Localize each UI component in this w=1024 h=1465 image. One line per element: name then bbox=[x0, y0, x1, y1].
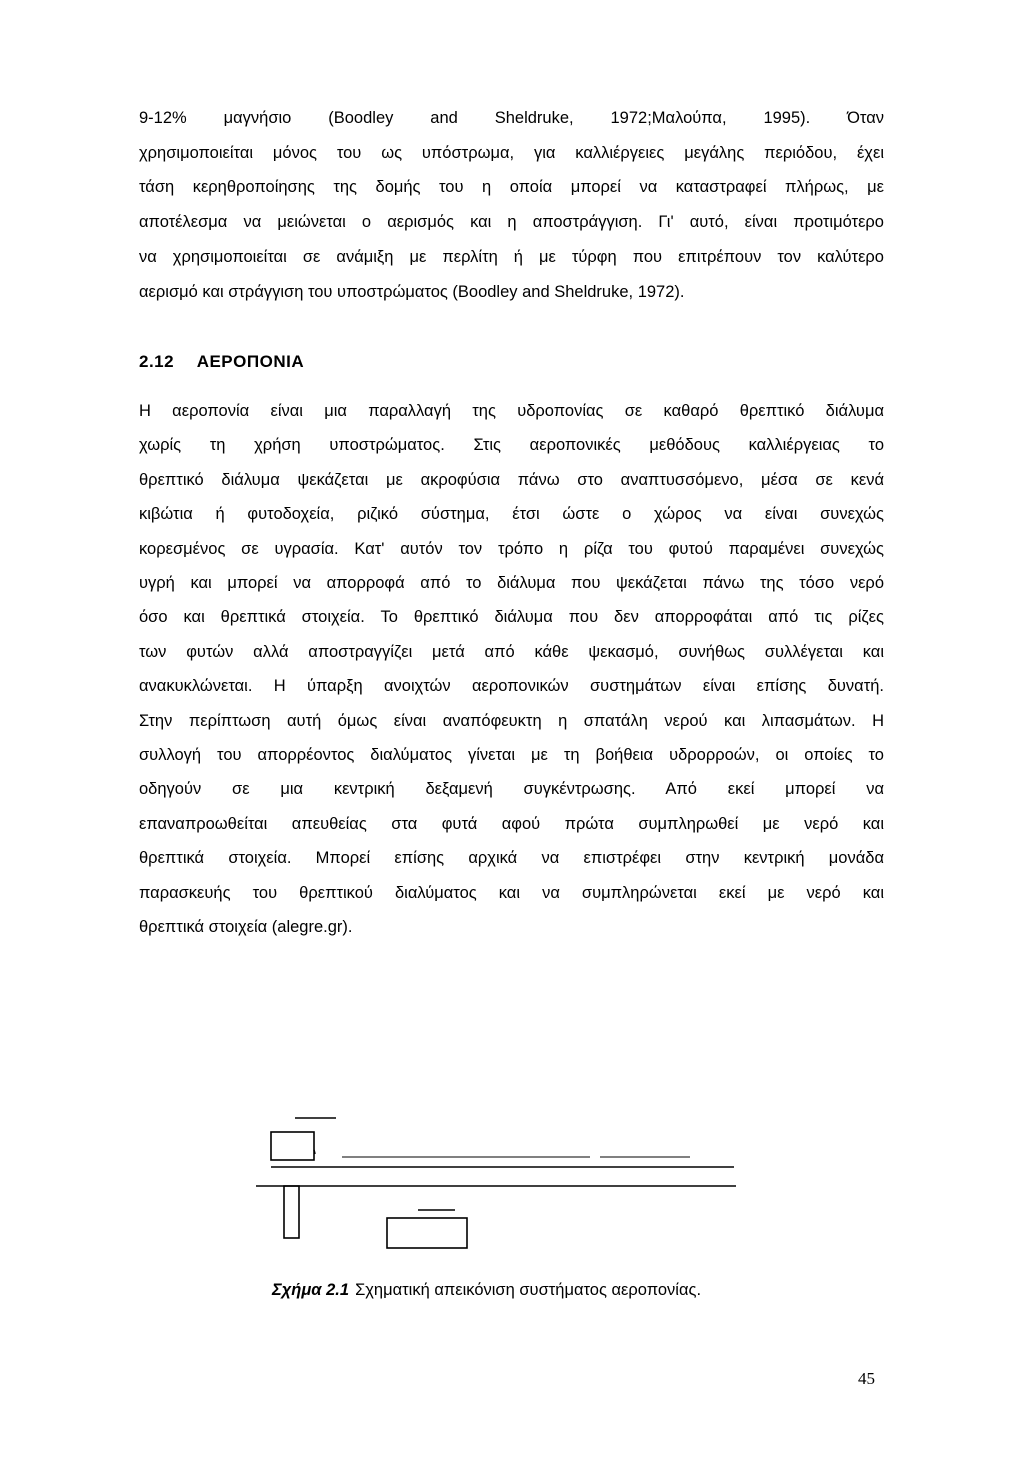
diagram-collection-tank bbox=[387, 1218, 467, 1248]
text-line: θρεπτικό διάλυμα ψεκάζεται με ακροφύσια πάνω στο αναπτυσσόμενο, μέσα σε κενά bbox=[139, 470, 884, 489]
text-line: 9-12% μαγνήσιο (Boodley and Sheldruke, 1972;Μαλούπα, 1995). Όταν bbox=[139, 109, 884, 127]
text-line: Η αεροπονία είναι μια παραλλαγή της υδροπονίας σε καθαρό θρεπτικό διάλυμα bbox=[139, 402, 884, 420]
text-line: παρασκευής του θρεπτικού διαλύματος και να συμπληρώνεται εκεί με νερό και bbox=[139, 883, 884, 902]
figure-caption-text: Σχηματική απεικόνιση συστήματος αεροπονίας. bbox=[355, 1281, 702, 1299]
text-line: όσο και θρεπτικά στοιχεία. Το θρεπτικό διάλυμα που δεν απορροφάται από τις ρίζες bbox=[139, 608, 884, 627]
section-number: 2.12 bbox=[139, 352, 175, 371]
text-line: θρεπτικά στοιχεία (alegre.gr). bbox=[139, 918, 353, 937]
section-title: ΑΕΡΟΠΟΝΙΑ bbox=[196, 352, 305, 371]
diagram-pipe-left bbox=[284, 1186, 299, 1238]
text-line: ανακυκλώνεται. Η ύπαρξη ανοιχτών αεροπονικών συστημάτων είναι επίσης δυνατή. bbox=[139, 677, 884, 696]
figure-caption-label: Σχήμα 2.1 bbox=[272, 1281, 350, 1299]
text-line: Στην περίπτωση αυτή όμως είναι αναπόφευκτη η σπατάλη νερού και λιπασμάτων. Η bbox=[139, 711, 884, 730]
text-line: συλλογή του απορρέοντος διαλύματος γίνεται με τη βοήθεια υδρορροών, οι οποίες το bbox=[139, 746, 884, 765]
text-line: να χρησιμοποιείται σε ανάμιξη με περλίτη ή με τύρφη που επιτρέπουν τον καλύτερο bbox=[139, 247, 884, 266]
text-line: θρεπτικά στοιχεία. Μπορεί επίσης αρχικά να επιστρέφει στην κεντρική μονάδα bbox=[139, 849, 884, 868]
text-line: χωρίς τη χρήση υποστρώματος. Στις αεροπονικές μεθόδους καλλιέργειας το bbox=[139, 436, 884, 455]
text-line: χρησιμοποιείται μόνος του ως υπόστρωμα, για καλλιέργειες μεγάλης περιόδου, έχει bbox=[139, 143, 884, 162]
aeroponics-diagram bbox=[250, 1110, 770, 1250]
text-line: αποτέλεσμα να μειώνεται ο αερισμός και η αποστράγγιση. Γι' αυτό, είναι προτιμότερο bbox=[139, 213, 884, 232]
paragraph-aeroponics bbox=[139, 394, 884, 945]
diagram-tank-box bbox=[271, 1132, 314, 1160]
text-line: κιβώτια ή φυτοδοχεία, ριζικό σύστημα, έτσι ώστε ο χώρος να είναι συνεχώς bbox=[139, 505, 884, 524]
text-line: επαναπροωθείται απευθείας στα φυτά αφού πρώτα συμπληρωθεί με νερό και bbox=[139, 814, 884, 833]
diagram-connector bbox=[314, 1150, 315, 1154]
text-line: κορεσμένος σε υγρασία. Κατ' αυτόν τον τρόπο η ρίζα του φυτού παραμένει συνεχώς bbox=[139, 539, 884, 558]
paragraph-substrate bbox=[139, 101, 884, 309]
text-line: αερισμό και στράγγιση του υποστρώματος (Boodley and Sheldruke, 1972). bbox=[139, 282, 685, 301]
text-line: των φυτών αλλά αποστραγγίζει μετά από κάθε ψεκασμό, συνήθως συλλέγεται και bbox=[139, 642, 884, 661]
page-number: 45 bbox=[858, 1369, 875, 1388]
text-line: οδηγούν σε μια κεντρική δεξαμενή συγκέντρωσης. Από εκεί μπορεί να bbox=[139, 780, 884, 799]
section-heading bbox=[139, 352, 304, 372]
text-line: τάση κερηθροποίησης της δομής του η οποία μπορεί να καταστραφεί πλήρως, με bbox=[139, 178, 884, 197]
figure-caption bbox=[272, 1281, 701, 1300]
text-line: υγρή και μπορεί να απορροφά από το διάλυμα που ψεκάζεται πάνω της τόσο νερό bbox=[139, 574, 884, 593]
